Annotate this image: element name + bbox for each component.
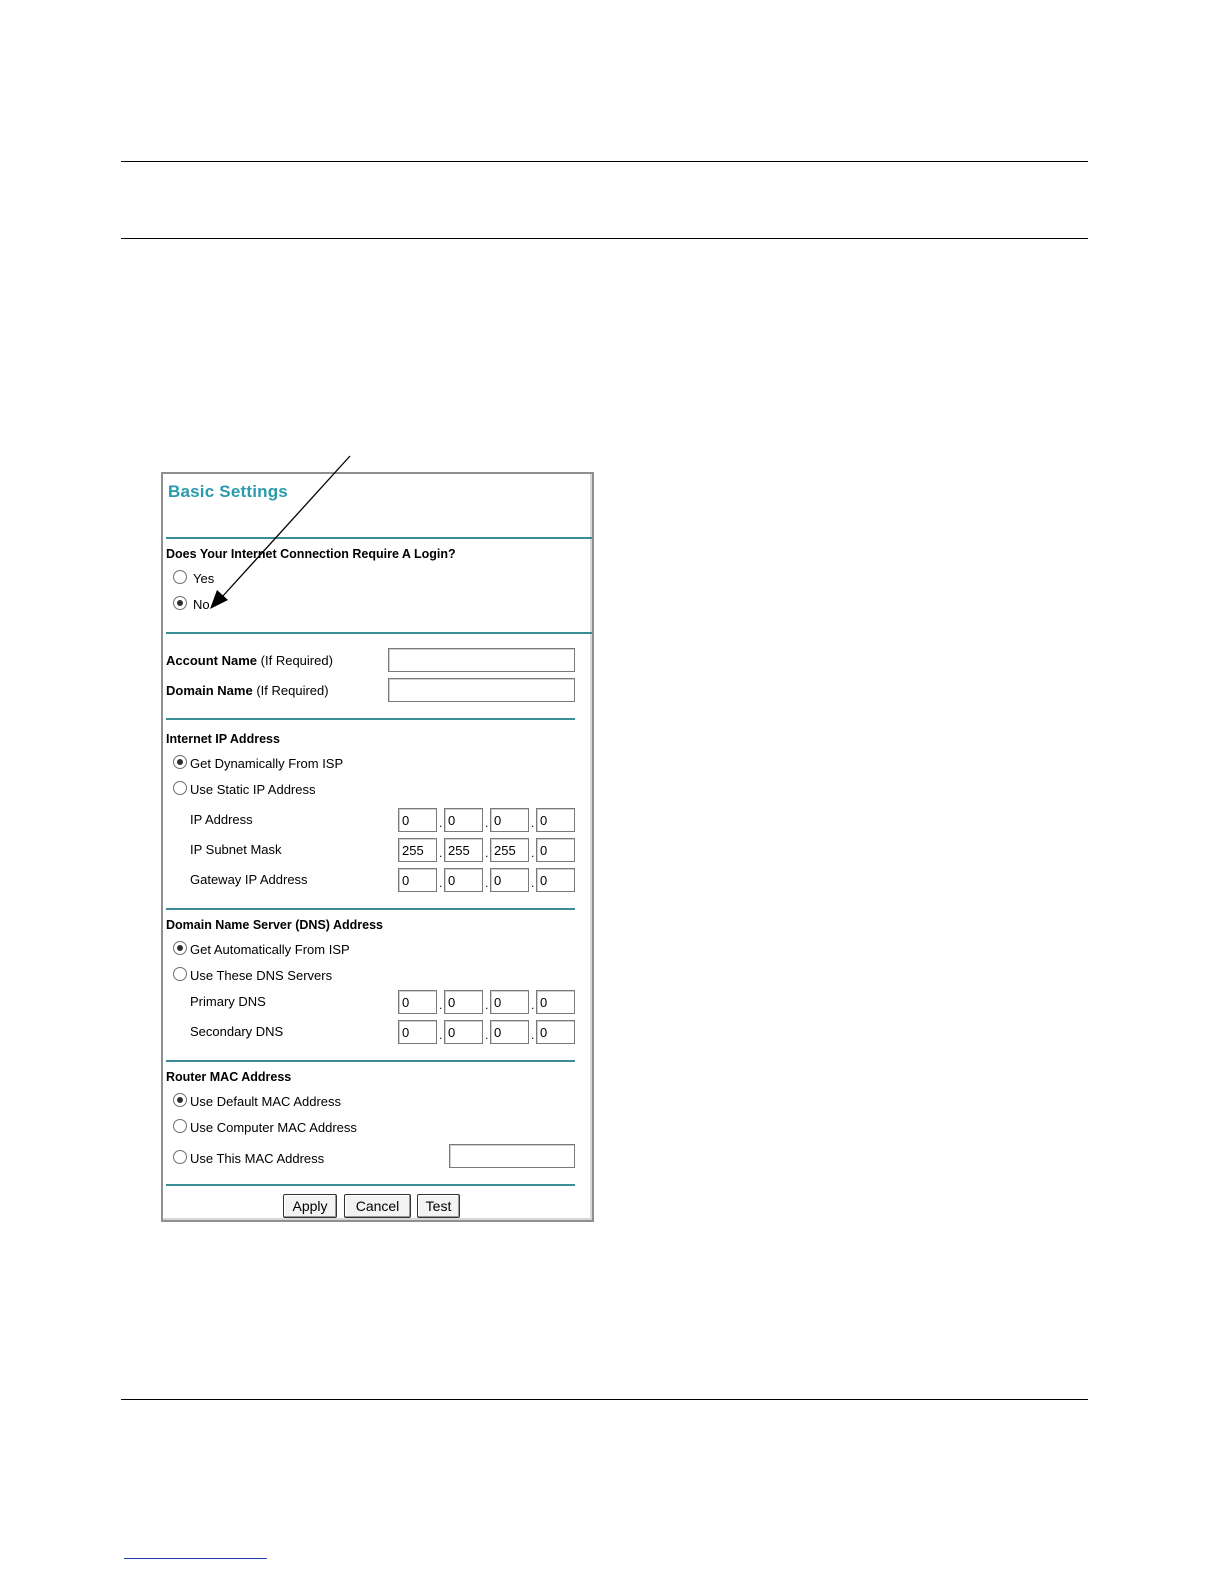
secondary-dns-octet-4[interactable]: 0 xyxy=(536,1020,575,1044)
octet-separator: . xyxy=(531,846,535,860)
gateway-ip-label: Gateway IP Address xyxy=(190,872,308,887)
octet-separator: . xyxy=(531,1028,535,1042)
domain-name-label-text: Domain Name xyxy=(166,683,253,698)
subnet-mask-octet-4[interactable]: 0 xyxy=(536,838,575,862)
gateway-ip-octet-4[interactable]: 0 xyxy=(536,868,575,892)
test-button[interactable]: Test xyxy=(417,1194,460,1218)
octet-separator: . xyxy=(485,876,489,890)
ip-static-label: Use Static IP Address xyxy=(190,782,316,797)
octet-separator: . xyxy=(485,846,489,860)
octet-separator: . xyxy=(439,846,443,860)
octet-separator: . xyxy=(485,816,489,830)
ip-address-octet-2[interactable]: 0 xyxy=(444,808,483,832)
secondary-dns-label: Secondary DNS xyxy=(190,1024,284,1039)
subnet-mask-octet-1[interactable]: 255 xyxy=(398,838,437,862)
octet-separator: . xyxy=(485,1028,489,1042)
ip-address-octet-4[interactable]: 0 xyxy=(536,808,575,832)
mac-default-label: Use Default MAC Address xyxy=(190,1094,342,1109)
subnet-mask-octet-2[interactable]: 255 xyxy=(444,838,483,862)
if-required-note: (If Required) xyxy=(260,653,333,668)
octet-separator: . xyxy=(531,816,535,830)
gateway-ip-octet-3[interactable]: 0 xyxy=(490,868,529,892)
octet-separator: . xyxy=(485,998,489,1012)
apply-button[interactable]: Apply xyxy=(283,1194,337,1218)
login-no-label: No xyxy=(193,597,210,612)
dns-auto-label: Get Automatically From ISP xyxy=(190,942,350,957)
dns-heading: Domain Name Server (DNS) Address xyxy=(166,918,383,932)
login-question: Does Your Internet Connection Require A Login? xyxy=(166,547,456,561)
subnet-mask-label: IP Subnet Mask xyxy=(190,842,282,857)
ip-dynamic-label: Get Dynamically From ISP xyxy=(190,756,344,771)
primary-dns-octet-2[interactable]: 0 xyxy=(444,990,483,1014)
internet-ip-heading: Internet IP Address xyxy=(166,732,280,746)
page-title: Basic Settings xyxy=(168,482,288,501)
ip-address-octet-3[interactable]: 0 xyxy=(490,808,529,832)
primary-dns-octet-1[interactable]: 0 xyxy=(398,990,437,1014)
mac-this-label: Use This MAC Address xyxy=(190,1151,325,1166)
ip-address-octet-1[interactable]: 0 xyxy=(398,808,437,832)
octet-separator: . xyxy=(531,876,535,890)
gateway-ip-octet-1[interactable]: 0 xyxy=(398,868,437,892)
octet-separator: . xyxy=(531,998,535,1012)
mac-heading: Router MAC Address xyxy=(166,1070,292,1084)
primary-dns-label: Primary DNS xyxy=(190,994,266,1009)
secondary-dns-octet-3[interactable]: 0 xyxy=(490,1020,529,1044)
subnet-mask-octet-3[interactable]: 255 xyxy=(490,838,529,862)
if-required-note: (If Required) xyxy=(256,683,329,698)
octet-separator: . xyxy=(439,876,443,890)
cancel-button[interactable]: Cancel xyxy=(344,1194,411,1218)
login-yes-label: Yes xyxy=(193,571,215,586)
ip-address-label: IP Address xyxy=(190,812,253,827)
dns-manual-label: Use These DNS Servers xyxy=(190,968,333,983)
octet-separator: . xyxy=(439,998,443,1012)
secondary-dns-octet-1[interactable]: 0 xyxy=(398,1020,437,1044)
gateway-ip-octet-2[interactable]: 0 xyxy=(444,868,483,892)
primary-dns-octet-3[interactable]: 0 xyxy=(490,990,529,1014)
primary-dns-octet-4[interactable]: 0 xyxy=(536,990,575,1014)
octet-separator: . xyxy=(439,1028,443,1042)
octet-separator: . xyxy=(439,816,443,830)
account-name-label-text: Account Name xyxy=(166,653,258,668)
secondary-dns-octet-2[interactable]: 0 xyxy=(444,1020,483,1044)
mac-computer-label: Use Computer MAC Address xyxy=(190,1120,357,1135)
